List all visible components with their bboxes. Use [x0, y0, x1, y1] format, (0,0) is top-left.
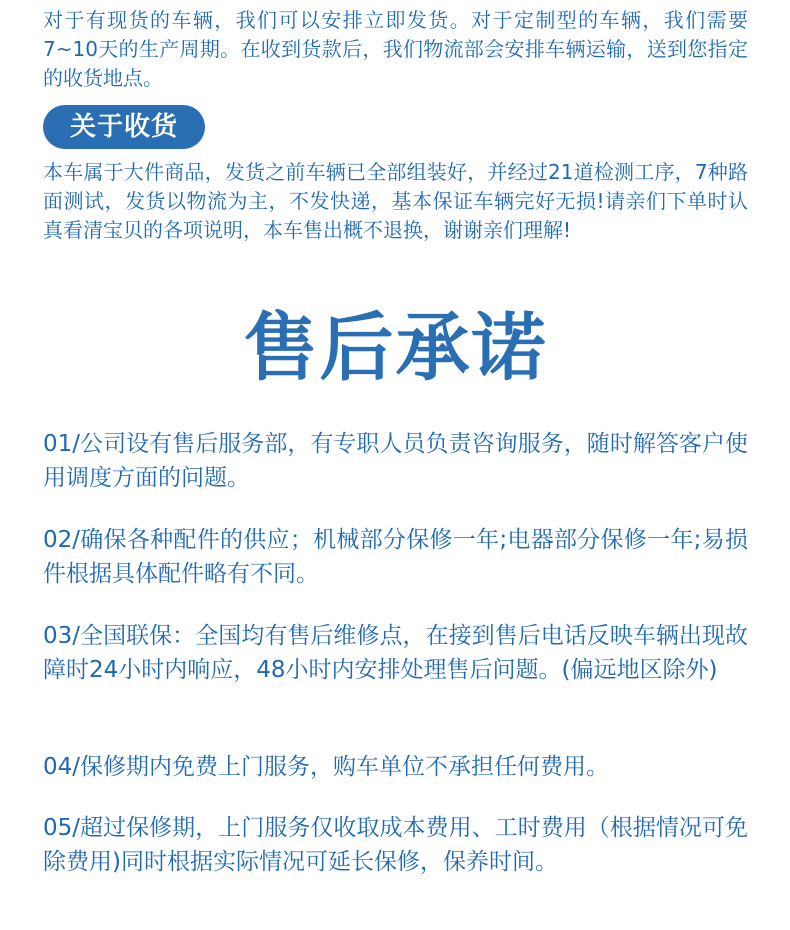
after-sales-item-2: 02/确保各种配件的供应；机械部分保修一年;电器部分保修一年;易损件根据具体配件略有不同。 [43, 527, 748, 587]
shipping-paragraph: 对于有现货的车辆，我们可以安排立即发货。对于定制型的车辆，我们需要7~10天的生产周期。在收到货款后，我们物流部会安排车辆运输，送到您指定的收货地点。 [43, 8, 748, 90]
after-sales-item-3: 03/全国联保：全国均有售后维修点，在接到售后电话反映车辆出现故障时24小时内响应，48小时内安排处理售后问题。(偏远地区除外) [43, 623, 748, 683]
after-sales-item-4: 04/保修期内免费上门服务，购车单位不承担任何费用。 [43, 754, 610, 780]
after-sales-item-5: 05/超过保修期，上门服务仅收取成本费用、工时费用（根据情况可免除费用)同时根据实际情况可延长保修，保养时间。 [43, 815, 748, 875]
after-sales-item-1: 01/公司设有售后服务部，有专职人员负责咨询服务，随时解答客户使用调度方面的问题。 [43, 431, 748, 491]
receiving-heading-badge: 关于收货 [43, 105, 205, 149]
receiving-paragraph: 本车属于大件商品，发货之前车辆已全部组装好，并经过21道检测工序，7种路面测试，发货以物流为主，不发快递，基本保证车辆完好无损!请亲们下单时认真看清宝贝的各项说明，本车售出概不退换，谢谢亲们理解! [43, 160, 748, 242]
after-sales-title: 售后承诺 [243, 305, 548, 391]
